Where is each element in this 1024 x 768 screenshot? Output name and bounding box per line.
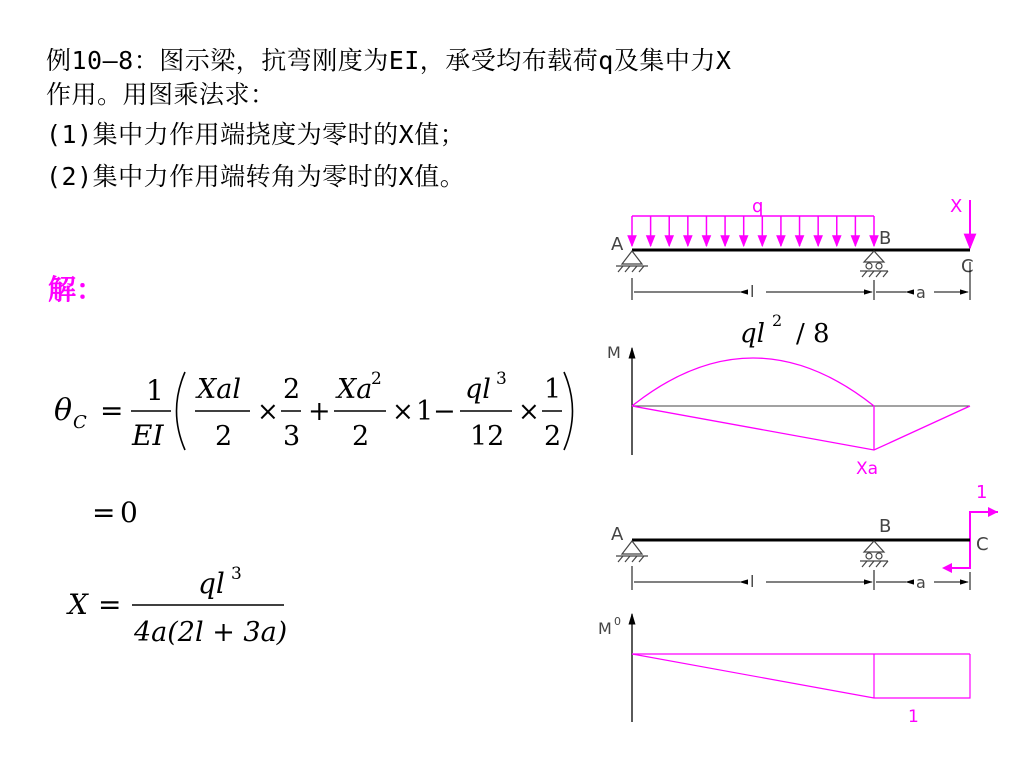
peak-over-8: / 8 [796, 319, 830, 349]
term1b-num: 2 [283, 374, 301, 405]
moment-diagram-m0 [598, 614, 970, 727]
point-b-label-2: B [879, 516, 892, 537]
term2-den: 2 [352, 421, 370, 452]
times-2: × [392, 397, 414, 427]
peak-moment-label [740, 311, 830, 349]
zero-value: 0 [120, 496, 138, 529]
dimension-line-top [632, 262, 970, 300]
eq-sign: = [92, 496, 116, 529]
x-num: ql [198, 567, 225, 600]
unit-couple-path [944, 512, 998, 568]
span-l-label: l [750, 282, 755, 301]
paren-right [564, 372, 573, 450]
term1-num: Xal [197, 374, 241, 405]
term3-exp: 3 [496, 369, 507, 389]
peak-ql: ql [740, 319, 765, 349]
roller-support-b-2 [860, 541, 888, 567]
problem-statement [46, 44, 966, 196]
formula-x-result [66, 564, 287, 648]
couple-arrow-bottom [942, 563, 952, 573]
span-a-label: a [916, 283, 926, 302]
load-label: q [752, 196, 764, 217]
m0-shape [632, 654, 970, 698]
point-b-label: B [879, 228, 892, 249]
x-den: 4a(2l + 3a) [134, 617, 288, 648]
pin-support-a [616, 251, 648, 272]
term2-num: Xa [337, 374, 373, 405]
term2-exp: 2 [371, 369, 382, 389]
force-label: X [950, 196, 963, 217]
x-symbol: X [68, 588, 88, 621]
term3-num: ql [465, 374, 491, 405]
coef-num: 1 [146, 374, 164, 407]
beam-loaded [611, 196, 974, 302]
minus: − [433, 396, 456, 427]
times-1: × [257, 397, 279, 427]
term3-den: 12 [470, 421, 505, 452]
paren-left [177, 372, 186, 450]
span-a-label-2: a [916, 573, 926, 592]
x-eq: = [98, 588, 122, 621]
formula-equals-zero [92, 496, 138, 529]
point-a-label: A [611, 234, 624, 255]
formula-theta-c [54, 369, 573, 452]
theta-symbol: θ [54, 393, 73, 428]
formula-area [40, 350, 640, 680]
term2b: 1 [416, 396, 434, 427]
roller-support-b [860, 251, 888, 277]
m0-axis-sup: 0 [614, 615, 621, 628]
solution-label: 解： [48, 273, 105, 306]
times-3: × [518, 397, 540, 427]
point-c-label-2: C [976, 534, 989, 555]
point-a-label-2: A [611, 524, 624, 545]
theta-eq: = [100, 394, 124, 427]
m0-one-label: 1 [908, 707, 919, 727]
term3b-den: 2 [544, 421, 562, 452]
problem-item-2: (2)集中力作用端转角为零时的X值。 [46, 162, 466, 191]
term1-den: 2 [215, 421, 233, 452]
term3b-num: 1 [544, 374, 562, 405]
couple-arrow-top [988, 507, 998, 517]
m-axis-label: M [607, 343, 621, 362]
term1b-den: 3 [283, 421, 301, 452]
plus: + [308, 396, 331, 427]
parabola-curve [632, 358, 874, 406]
xa-triangle [632, 406, 970, 450]
problem-item-1: (1)集中力作用端挠度为零时的X值； [46, 120, 466, 149]
coef-den: EI [132, 419, 164, 452]
problem-line-1: 例10—8：图示梁，抗弯刚度为EI，承受均布载荷q及集中力X [46, 46, 732, 75]
peak-exp: 2 [772, 311, 783, 330]
x-num-exp: 3 [231, 564, 242, 584]
point-c-label: C [961, 256, 974, 277]
theta-subscript: C [73, 412, 87, 433]
problem-line-2: 作用。用图乘法求： [46, 80, 276, 109]
moment-diagram-m [607, 343, 970, 479]
dimension-line-bottom [632, 566, 970, 590]
xa-label: Xa [856, 459, 879, 479]
beam-unit-couple [611, 482, 998, 592]
span-l-label-2: l [750, 572, 755, 591]
distributed-load [632, 216, 874, 246]
m0-axis-label: M [598, 619, 612, 638]
unit-couple-label: 1 [976, 482, 988, 503]
